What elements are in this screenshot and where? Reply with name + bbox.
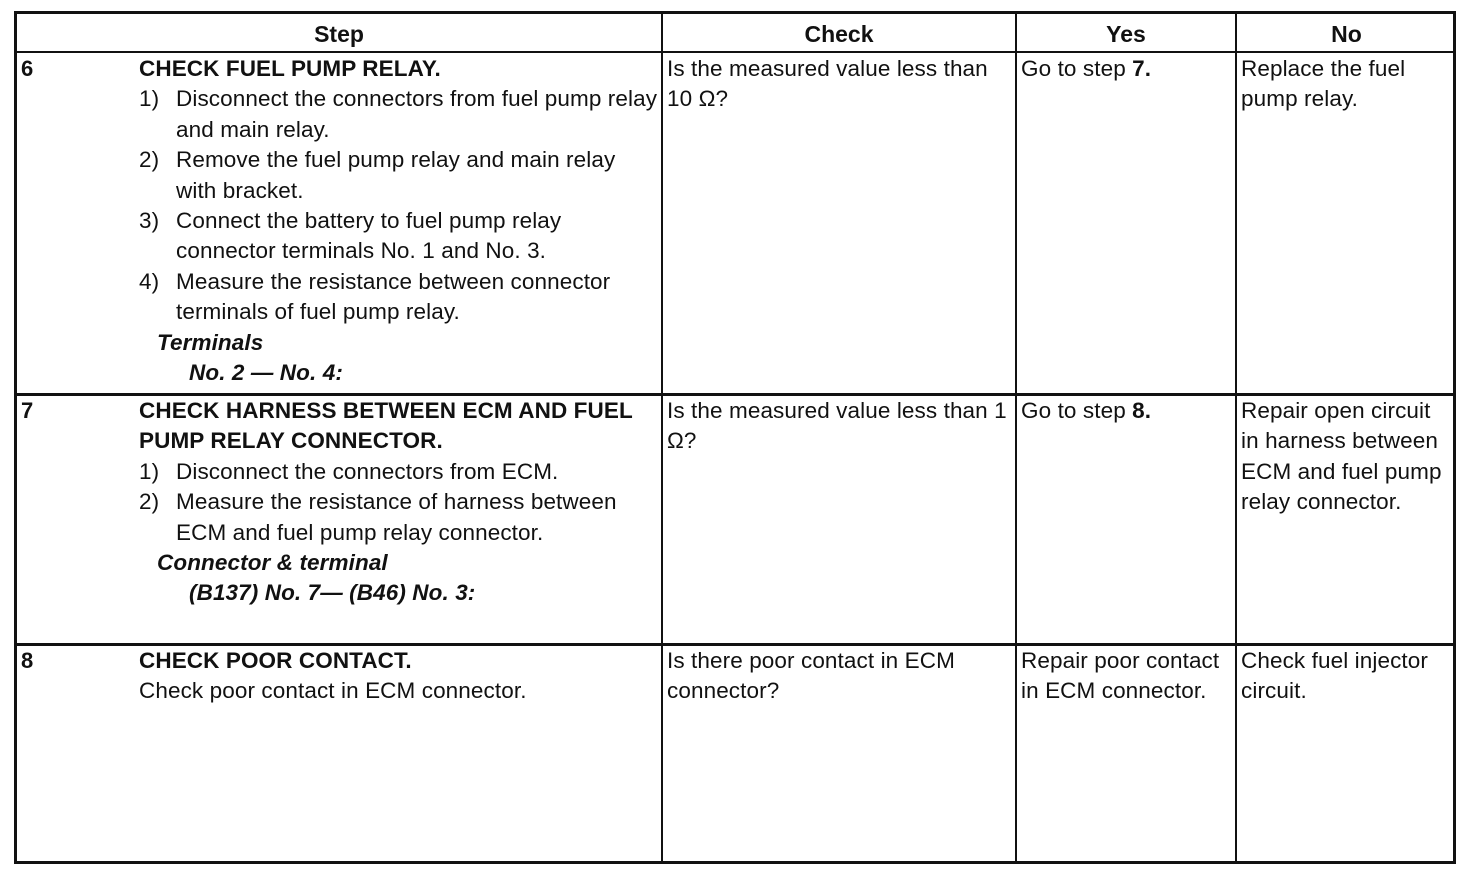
header-no: No	[1331, 21, 1362, 47]
yes-action: Repair poor contact in ECM connector.	[1021, 648, 1220, 704]
no-action: Check fuel injector circuit.	[1241, 648, 1428, 704]
spec-value: (B137) No. 7— (B46) No. 3:	[189, 580, 476, 606]
step-instructions	[139, 396, 659, 609]
list-item: 1) Disconnect the connectors from fuel pump relay and main relay.	[139, 86, 658, 142]
check-question: Is there poor contact in ECM connector?	[667, 648, 955, 704]
step-title: CHECK FUEL PUMP RELAY.	[139, 56, 441, 81]
step-number: 8	[21, 648, 34, 673]
step-number: 7	[21, 398, 34, 423]
column-divider	[1235, 14, 1237, 861]
step-body: Check poor contact in ECM connector.	[139, 678, 527, 704]
step-instructions	[139, 646, 659, 707]
column-divider	[1015, 14, 1017, 861]
list-item: 2) Measure the resistance of harness between ECM and fuel pump relay connector.	[139, 489, 617, 545]
step-title: CHECK HARNESS BETWEEN ECM AND FUEL PUMP RELAY CONNECTOR.	[139, 398, 633, 454]
diagnostic-table	[14, 11, 1456, 864]
no-action: Replace the fuel pump relay.	[1241, 56, 1406, 112]
list-item: 4) Measure the resistance between connector terminals of fuel pump relay.	[139, 268, 611, 325]
spec-value: No. 2 — No. 4:	[189, 360, 343, 386]
list-item: 2) Remove the fuel pump relay and main relay with bracket.	[139, 147, 616, 203]
check-question: Is the measured value less than 10 Ω?	[667, 56, 988, 112]
header-check: Check	[804, 21, 874, 47]
list-item: 1) Disconnect the connectors from ECM.	[139, 458, 559, 484]
header-divider	[17, 51, 1453, 53]
no-action: Repair open circuit in harness between ECM and fuel pump relay connector.	[1241, 398, 1442, 515]
yes-action: Go to step 7.	[1021, 56, 1152, 81]
step-title: CHECK POOR CONTACT.	[139, 648, 412, 673]
yes-action: Go to step 8.	[1021, 398, 1152, 423]
header-step: Step	[314, 21, 364, 47]
list-item: 3) Connect the battery to fuel pump relay connector terminals No. 1 and No. 3.	[139, 208, 562, 264]
step-number: 6	[21, 56, 34, 81]
header-yes: Yes	[1106, 21, 1146, 47]
column-divider	[661, 14, 663, 861]
step-instructions	[139, 54, 659, 388]
spec-label: Terminals	[157, 329, 264, 355]
spec-label: Connector & terminal	[157, 550, 388, 576]
check-question: Is the measured value less than 1 Ω?	[667, 398, 1007, 454]
